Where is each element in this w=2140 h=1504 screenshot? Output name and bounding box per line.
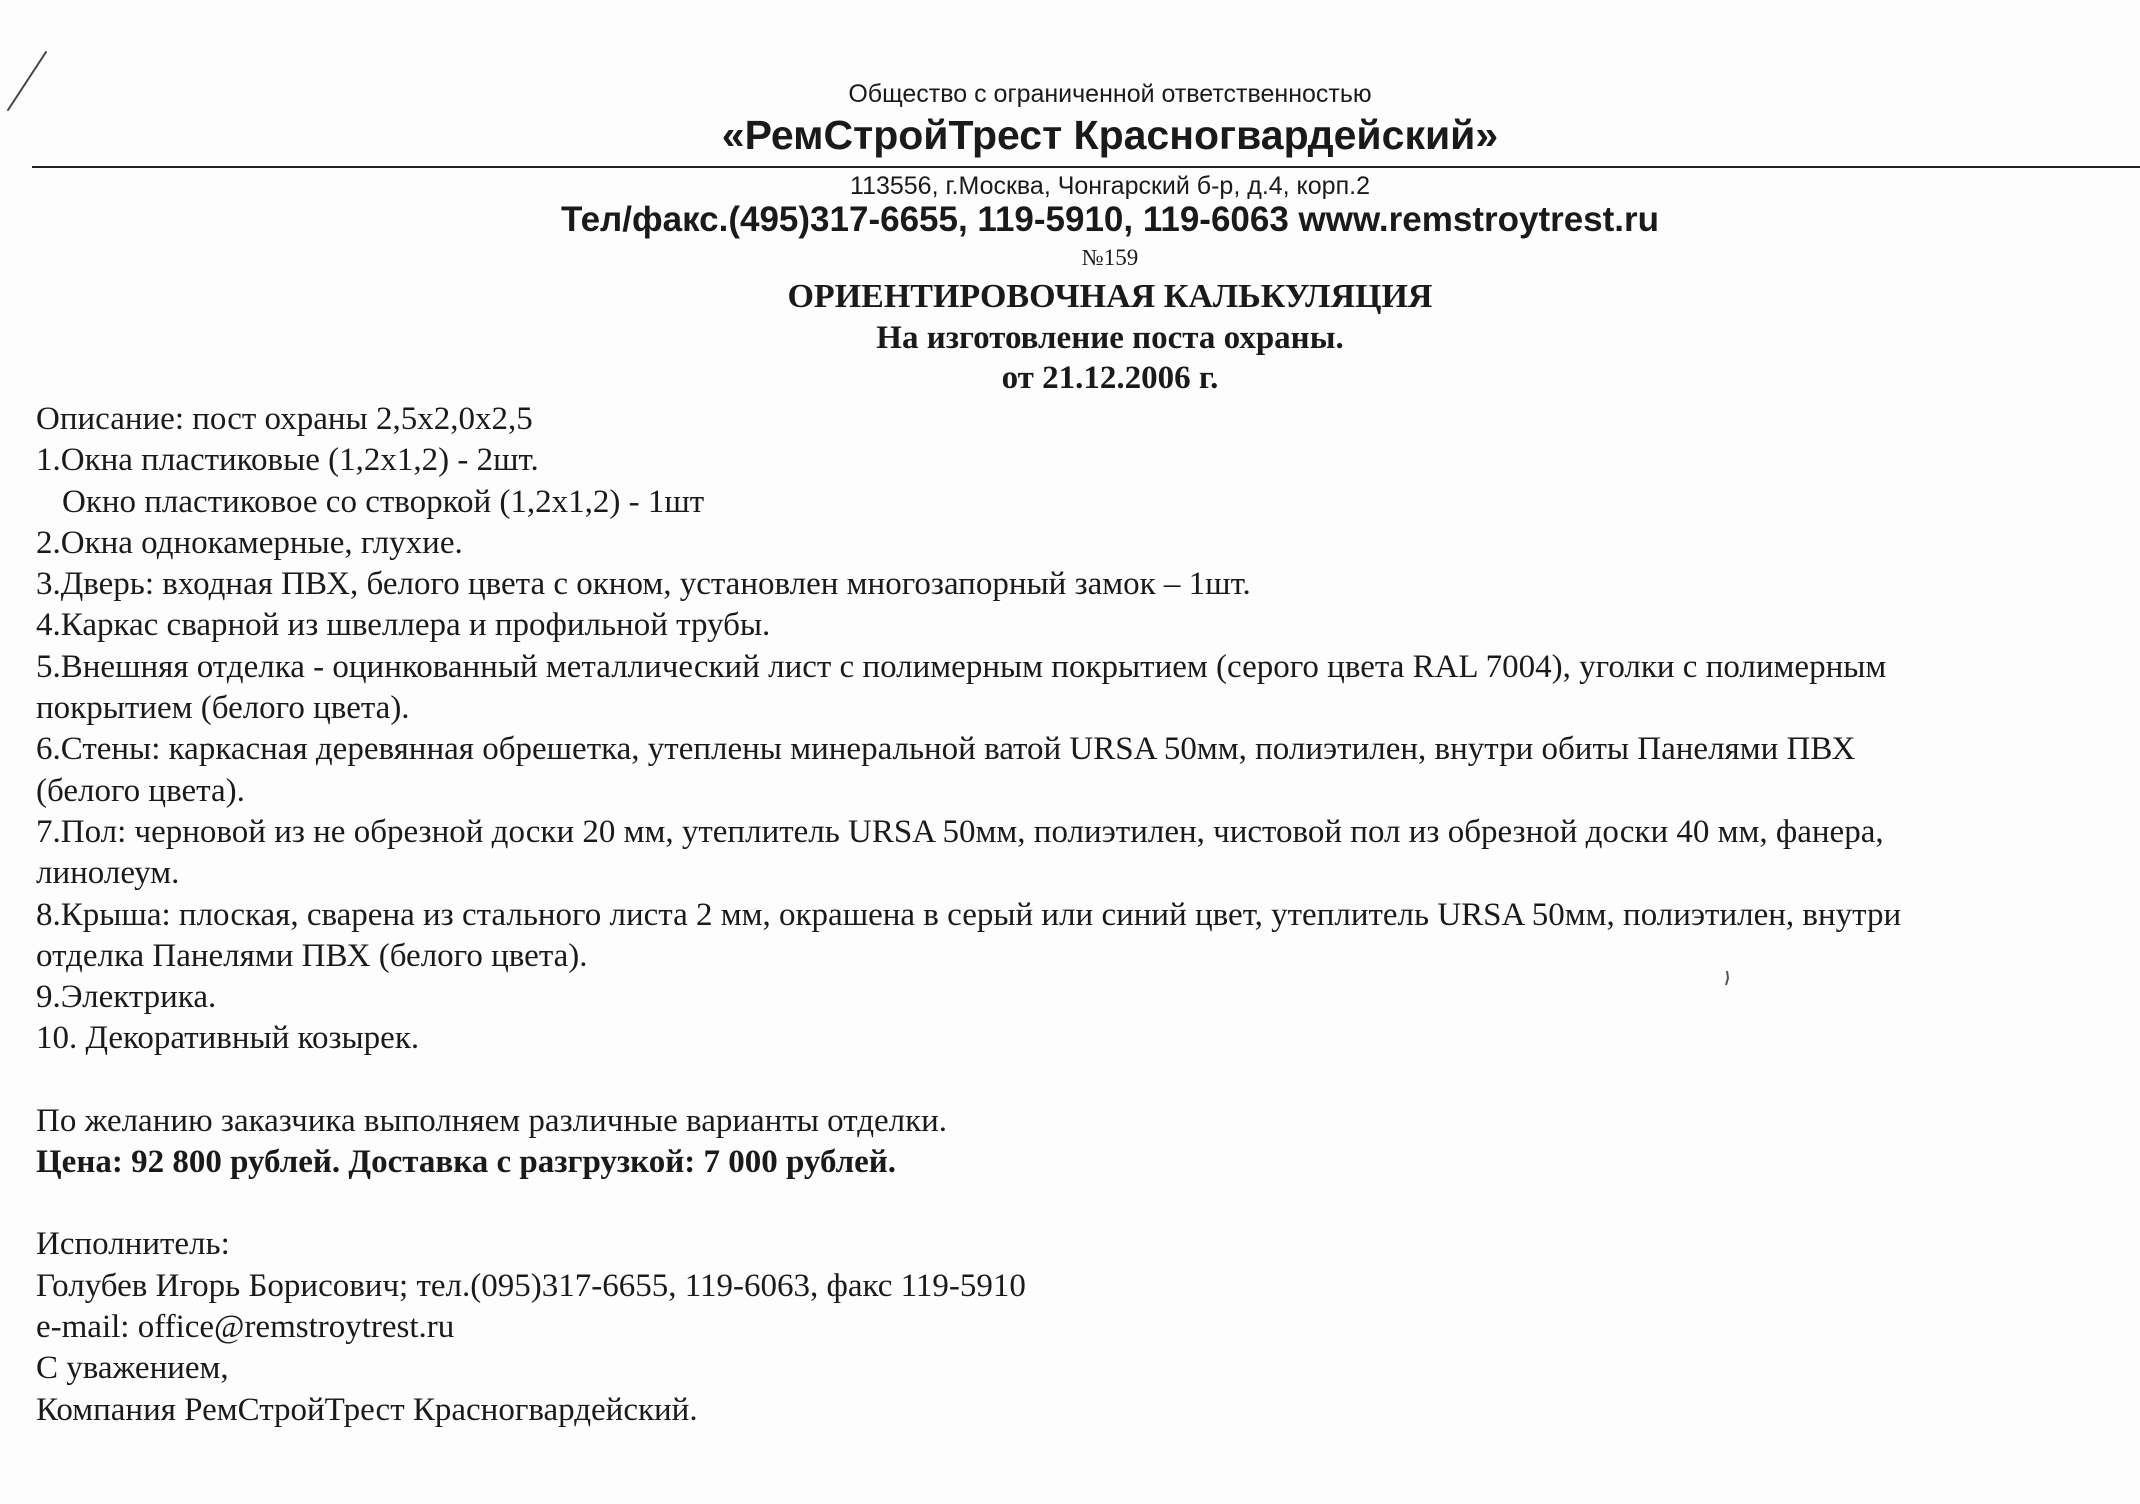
list-item: линолеум. — [36, 855, 180, 892]
list-item: (белого цвета). — [36, 772, 245, 809]
document-title: ОРИЕНТИРОВОЧНАЯ КАЛЬКУЛЯЦИЯ — [787, 278, 1433, 315]
closing-line: С уважением, — [36, 1350, 229, 1387]
list-item: покрытием (белого цвета). — [36, 690, 410, 727]
list-item: 8.Крыша: плоская, сварена из стального листа 2 мм, окрашена в серый или синий цвет, утеплитель URSA 50мм, полиэтилен, внутри — [36, 896, 1902, 933]
list-item: отделка Панелями ПВХ (белого цвета). — [36, 937, 588, 974]
list-item: 2.Окна однокамерные, глухие. — [36, 524, 463, 561]
company-name: «РемСтройТрест Красногвардейский» — [721, 112, 1499, 158]
scan-speck — [1724, 970, 1730, 986]
list-item: Окно пластиковое со створкой (1,2х1,2) - 1шт — [62, 483, 705, 520]
document-body — [36, 399, 2116, 1431]
company-phones: Тел/факс.(495)317-6655, 119-5910, 119-6063 www.remstroytrest.ru — [560, 200, 1660, 239]
company-address: 113556, г.Москва, Чонгарский б-р, д.4, корп.2 — [850, 172, 1370, 200]
spacer — [36, 1183, 2116, 1224]
description-line: Описание: пост охраны 2,5х2,0х2,5 — [36, 401, 533, 437]
contact-label: Исполнитель: — [36, 1226, 230, 1263]
list-item: 7.Пол: черновой из не обрезной доски 20 мм, утеплитель URSA 50мм, полиэтилен, чистовой пол из обрезной доски 40 мм, фанера, — [36, 813, 1884, 850]
contact-person: Голубев Игорь Борисович; тел.(095)317-6655, 119-6063, факс 119-5910 — [36, 1267, 1026, 1304]
list-item: 6.Стены: каркасная деревянная обрешетка, утеплены минеральной ватой URSA 50мм, полиэтилен, внутри обиты Панелями ПВХ — [36, 731, 1856, 768]
document-subtitle: На изготовление поста охраны. — [876, 320, 1344, 356]
list-item: 9.Электрика. — [36, 979, 217, 1016]
list-item: 1.Окна пластиковые (1,2х1,2) - 2шт. — [36, 442, 539, 479]
list-item: 4.Каркас сварной из швеллера и профильной трубы. — [36, 607, 771, 644]
spacer — [36, 1060, 2116, 1101]
price-line: Цена: 92 800 рублей. Доставка с разгрузкой: 7 000 рублей. — [36, 1144, 897, 1181]
list-item: 10. Декоративный козырек. — [36, 1020, 420, 1057]
list-item: 5.Внешняя отделка - оцинкованный металлический лист с полимерным покрытием (серого цвета RAL 7004), уголки с полимерным — [36, 648, 1887, 685]
contact-email: e-mail: office@remstroytrest.ru — [36, 1308, 455, 1345]
options-note: По желанию заказчика выполняем различные варианты отделки. — [36, 1102, 948, 1139]
header-divider — [32, 166, 2140, 168]
list-item: 3.Дверь: входная ПВХ, белого цвета с окном, установлен многозапорный замок – 1шт. — [36, 566, 1251, 603]
document-number: №159 — [1081, 245, 1139, 270]
company-type: Общество с ограниченной ответственностью — [848, 80, 1372, 108]
document-date: от 21.12.2006 г. — [1001, 360, 1219, 396]
signature-line: Компания РемСтройТрест Красногвардейский. — [36, 1391, 698, 1428]
